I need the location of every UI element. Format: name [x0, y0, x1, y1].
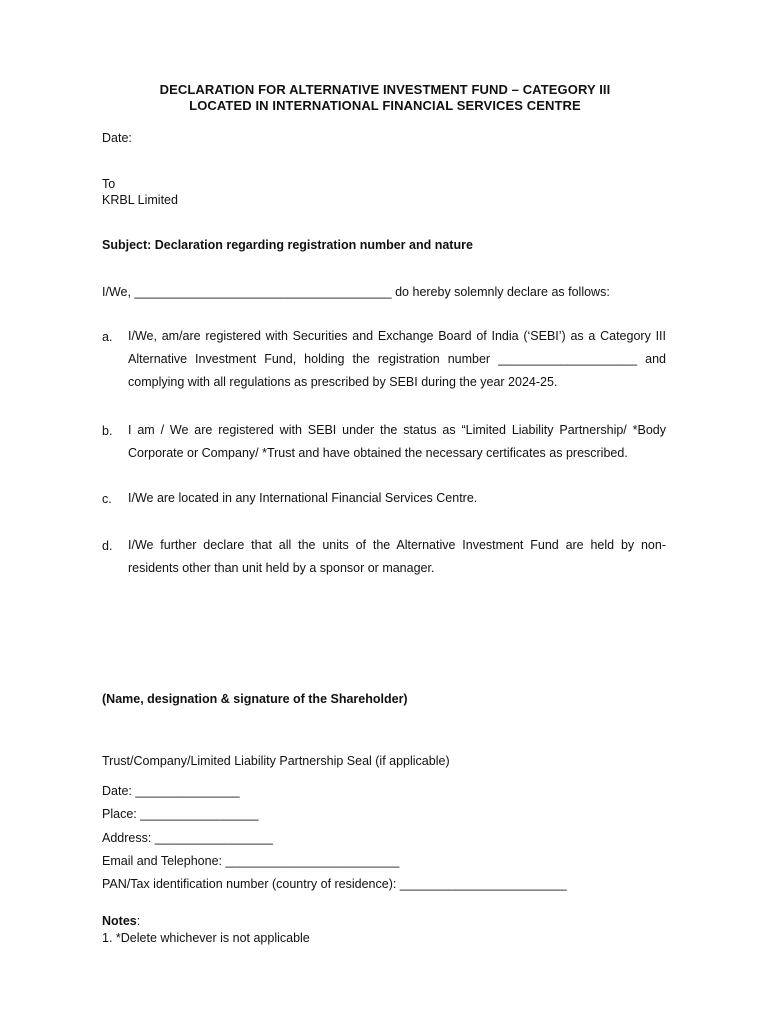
date-label: Date:	[102, 131, 132, 145]
item-a-line-1: I/We, am/are registered with Securities and Exchange Board of India (‘SEBI’) as a Category III	[128, 329, 666, 343]
subject-line: Subject: Declaration regarding registration number and nature	[102, 238, 473, 252]
item-d-line-2: residents other than unit held by a sponsor or manager.	[128, 561, 435, 575]
item-d-label: d.	[102, 539, 113, 553]
item-d-text	[128, 534, 666, 580]
date-field: Date: _______________	[102, 784, 240, 798]
item-d-line-1: I/We further declare that all the units of the Alternative Investment Fund are held by non-	[128, 538, 666, 552]
item-a-label: a.	[102, 330, 113, 344]
place-field: Place: _________________	[102, 807, 259, 821]
item-b-line-1: I am / We are registered with SEBI under the status as “Limited Liability Partnership/ *Body	[128, 423, 666, 437]
item-b-line-2: Corporate or Company/ *Trust and have obtained the necessary certificates as prescribed.	[128, 446, 628, 460]
notes-heading-colon: :	[136, 914, 141, 928]
intro-line: I/We, _____________________________________ do hereby solemnly declare as follows:	[102, 285, 610, 299]
notes-heading	[102, 914, 140, 928]
item-b-text	[128, 419, 666, 465]
addressee-to: To	[102, 177, 116, 191]
document-title-line-2: LOCATED IN INTERNATIONAL FINANCIAL SERVICES CENTRE	[189, 98, 581, 113]
pan-field: PAN/Tax identification number (country of residence): ________________________	[102, 877, 567, 891]
signature-label: (Name, designation & signature of the Shareholder)	[102, 692, 408, 706]
item-b-label: b.	[102, 424, 113, 438]
notes-item-1: 1. *Delete whichever is not applicable	[102, 931, 310, 945]
item-a-text	[128, 325, 666, 394]
item-a-line-2: Alternative Investment Fund, holding the registration number ____________________ and	[128, 352, 666, 366]
seal-label: Trust/Company/Limited Liability Partnership Seal (if applicable)	[102, 754, 450, 768]
notes-heading-text: Notes	[102, 914, 137, 928]
address-field: Address: _________________	[102, 831, 273, 845]
item-c-label: c.	[102, 492, 112, 506]
addressee-company: KRBL Limited	[102, 193, 178, 207]
document-title-line-1: DECLARATION FOR ALTERNATIVE INVESTMENT FUND – CATEGORY III	[159, 82, 611, 97]
item-c-text	[128, 487, 666, 510]
email-telephone-field: Email and Telephone: _________________________	[102, 854, 400, 868]
item-c-line-1: I/We are located in any International Financial Services Centre.	[128, 491, 478, 505]
item-a-line-3: complying with all regulations as prescribed by SEBI during the year 2024-25.	[128, 375, 558, 389]
